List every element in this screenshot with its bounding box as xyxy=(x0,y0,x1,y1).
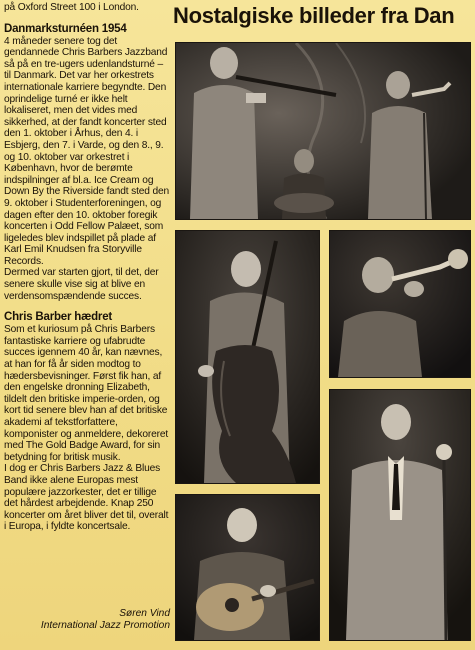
photo-guitarist xyxy=(175,494,320,641)
page-headline: Nostalgiske billeder fra Dan xyxy=(173,3,455,28)
author-org: International Jazz Promotion xyxy=(40,620,170,631)
article-column xyxy=(4,2,170,533)
intro-line: på Oxford Street 100 i London. xyxy=(4,2,139,13)
section-body-tour-end: Dermed var starten gjort, til det, der senere skulle vise sig at blive en verdensomspændende succes. xyxy=(4,267,159,302)
photo-trumpeter xyxy=(329,230,471,378)
photo-singer-microphone xyxy=(329,389,471,641)
section-body-tour: 4 måneder senere tog det gendannede Chris Barbers Jazzband så på en tre-ugers udenlandsturné – til Danmark. Det var her orkestrets internationale karriere begyndte. Den oprindelige turné er ikke helt lokaliseret, men det vides med sikkerhed, at der fandt koncerter sted den 1. oktober i Århus, den 4. i Esbjerg, den 7. i Varde, og den 8., 9. og 10. oktober var orkestret i København, hvor de berømte indspilninger af bl.a. Ice Cream og Down By the Riverside fandt sted den 9. oktober i Studenterforeningen, og dagen efter den 10. oktober foregik koncerten i Odd Fellow Palæet, som ligeledes blev indspillet på plade af Karl Emil Knudsen fra Storyville Records. xyxy=(4,35,170,267)
section-body-honour: Som et kuriosum på Chris Barbers fantastiske karriere og ufabrudte succes igennem 40 år, kan nævnes, at han for få år siden modtog to hædersbevisninger. Først fik han, af den engelske dronning Elizabeth, tildelt den britiske imperie-orden, og kort tid senere blev han af det britiske akademi af tekstforfattere, komponister og anmeldere, dekoreret med The Gold Badge Award, for sin betydning for britisk musik. xyxy=(4,324,169,463)
author-signature xyxy=(4,608,170,632)
photo-clarinet-trumpet xyxy=(175,42,471,220)
section-body-honour-end: I dog er Chris Barbers Jazz & Blues Band ikke alene Europas mest populære jazzorkester, det er tillige det hårdest arbejdende. Knap 250 koncerter om året bliver det til, overalt i Europa, i fyldte koncertsale. xyxy=(4,463,169,533)
author-name: Søren Vind xyxy=(119,608,170,619)
section-heading-honour: Chris Barber hædret xyxy=(4,311,113,324)
section-heading-tour: Danmarksturnéen 1954 xyxy=(4,22,127,35)
photo-double-bass xyxy=(175,230,320,484)
